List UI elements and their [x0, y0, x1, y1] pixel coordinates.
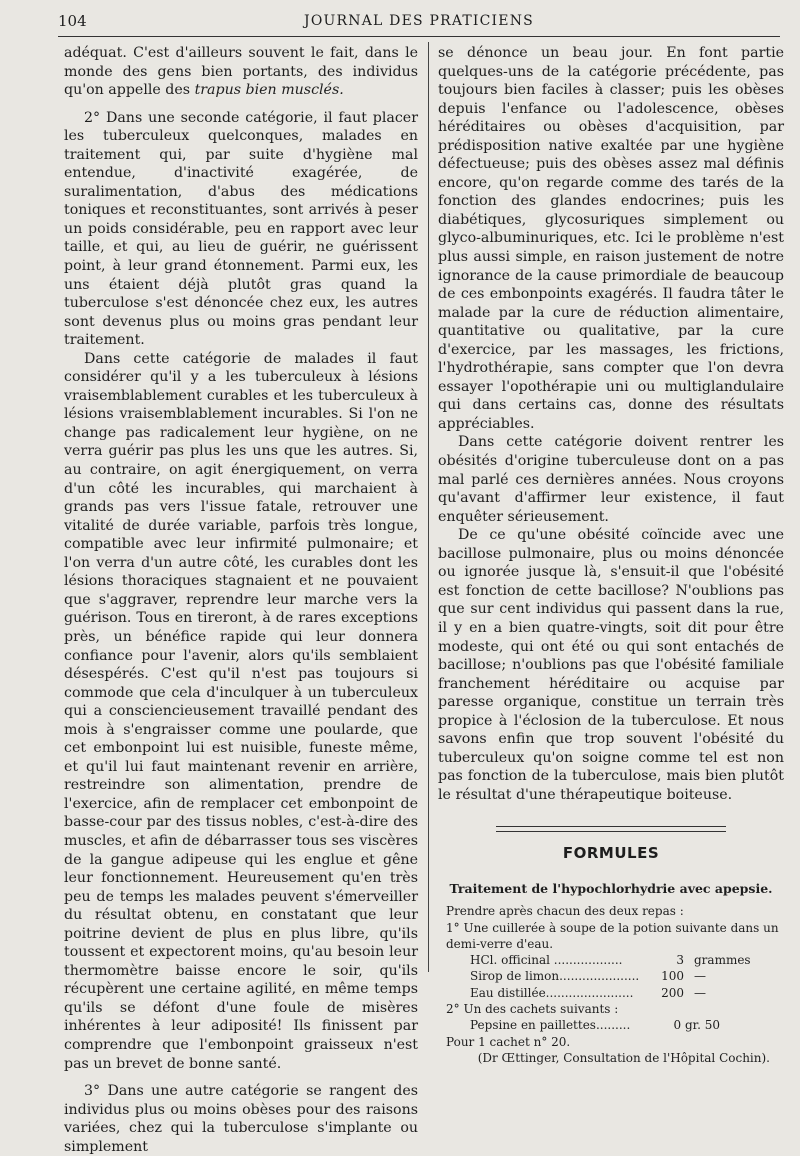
left-column: [64, 44, 418, 1156]
ingredient-row: [438, 1017, 784, 1033]
ingredient-name: Eau distillée.......................: [470, 985, 634, 1000]
italic-phrase: trapus bien musclés.: [194, 82, 344, 99]
formula-reference: (Dr Œttinger, Consultation de l'Hôpital Cochin).: [477, 1050, 770, 1065]
formules-heading: FORMULES: [562, 844, 660, 863]
formula-intro: Prendre après chacun des deux repas :: [446, 904, 684, 919]
page-number: 104: [58, 12, 87, 30]
ingredient-qty: 0 gr. 50: [673, 1018, 720, 1033]
journal-title: JOURNAL DES PRATICIENS: [304, 13, 534, 29]
paragraph: Dans cette catégorie de malades il faut considérer qu'il y a les tuberculeux à lésions vraisemblablement curables et les tuberculeux à lésions vraisemblablement incurables. Si l'on ne change pas radicalement leur hygiène, on ne verra guérir pas plus les uns que les autres. Si, au contraire, on agit énergiquement, on verra d'un côté les incurables, qui marchaient à grands pas vers l'issue fatale, retrouver une vitalité de durée variable, parfois très longue, compatible avec leur infirmité pulmonaire; et l'on verra d'un autre côté, les curables dont les lésions thoraciques stagnaient et ne pouvaient que s'aggraver, reprendre leur marche vers la guérison. Tous en tireront, à de rares exceptions près, un bénéfice rapide qui leur donnera confiance pour l'avenir, alors qu'ils semblaient désespérés. C'est qu'il n'est pas toujours si commode que cela d'inculquer à un tuberculeux qui a consciencieusement travaillé pendant des mois à s'engraisser comme une poularde, que cet embonpoint lui est nuisible, funeste même, et qu'il lui faut maintenant revenir en arrière, restreindre son alimentation, prendre de l'exercice, afin de remplacer cet embonpoint de basse-cour par des tissus nobles, c'est-à-dire des muscles, et afin de débarrasser tous ses viscères de la gangue adipeuse qui les englue et gêne leur fonctionnement. Heureusement qu'en très peu de temps les malades peuvent s'émerveiller du résultat obtenu, en constatant que leur poitrine devient de plus en plus libre, qu'ils toussent et expectorent moins, qu'au besoin leur thermomètre baisse encore le soir, qu'ils récupèrent une certaine agilité, en même temps qu'ils se défont d'une foule de misères inhérentes à leur adiposité! Ils finissent par comprendre que l'embonpoint graisseux n'est pas un brevet de bonne santé.: [64, 350, 418, 1072]
paragraph: De ce qu'une obésité coïncide avec une bacillose pulmonaire, plus ou moins dénoncée ou ignorée jusque là, s'ensuit-il que l'obésité est fonction de cette bacillose? N'oublions pas que sur cent individus qui passent dans la rue, il y en a bien quatre-vingts, soit dit pour être modeste, qui ont été ou qui sont entachés de bacillose; n'oublions pas que l'obésité familiale franchement héréditaire ou acquise par paresse organique, constitue un terrain très propice à l'éclosion de la tuberculose. Et nous savons enfin que trop souvent l'obésité du tuberculeux qu'on soigne comme tel est non pas fonction de la tuberculose, mais bien plutôt le résultat d'une thérapeutique boiteuse.: [438, 527, 784, 803]
paragraph: se dénonce un beau jour. En font partie quelques-uns de la catégorie précédente, pas toujours bien faciles à classer; puis les obèses depuis l'enfance ou l'adolescence, obèses héréditaires ou obèses d'acquisition, par prédisposition native exaltée par une hygiène défectueuse; puis des obèses assez mal définis encore, qu'on regarde comme des tarés de la fonction des glandes endocrines; puis les diabétiques, glycosuriques simplement ou glyco-albuminuriques, etc. Ici le problème n'est plus aussi simple, en raison justement de notre ignorance de la cause primordiale de beaucoup de ces embonpoints exagérés. Il faudra tâter le malade par la cure de réduction alimentaire, quantitative ou qualitative, par la cure d'exercice, par les massages, les frictions, l'hydrothérapie, sans compter que l'on devra essayer l'opothérapie uni ou multiglandulaire qui dans certains cas, donne des résultats appréciables.: [438, 45, 784, 432]
section-divider: [496, 826, 726, 832]
paragraph: 2° Dans une seconde catégorie, il faut placer les tuberculeux quelconques, malades en traitement qui, par suite d'hygiène mal entendue, d'inactivité exagérée, de suralimentation, d'abus des médications toniques et reconstituantes, sont arrivés à peser un poids considérable, peu en rapport avec leur taille, et qui, au lieu de guérir, ne guérissent point, à leur grand étonnement. Parmi eux, les uns étaient déjà plutôt gras quand la tuberculose s'est dénoncée chez eux, les autres sont devenus plus ou moins gras pendant leur traitement.: [64, 109, 418, 349]
formula-pour: Pour 1 cachet n° 20.: [446, 1034, 571, 1049]
header-rule: [58, 36, 780, 37]
paragraph: 3° Dans une autre catégorie se rangent des individus plus ou moins obèses pour des raisons variées, chez qui la tuberculose s'implante ou simplement: [64, 1083, 418, 1155]
column-divider: [428, 42, 429, 972]
paragraph: Dans cette catégorie doivent rentrer les obésités d'origine tuberculeuse dont on a pas mal parlé ces dernières années. Nous croyons qu'avant d'affirmer leur existence, il faut enquêter sérieusement.: [438, 434, 784, 525]
ingredient-row: [438, 968, 784, 984]
ingredient-qty: 3: [676, 953, 684, 968]
ingredient-name: Sirop de limon.....................: [470, 969, 640, 984]
paragraph: adéquat. C'est d'ailleurs souvent le fait, dans le monde des gens bien portants, des individus qu'on appelle des trapus bien musclés.: [64, 45, 418, 99]
formula-item: 1° Une cuillerée à soupe de la potion suivante dans un demi-verre d'eau.: [446, 920, 779, 951]
ingredient-name: HCl. officinal ..................: [470, 953, 623, 968]
formula-block: [438, 881, 784, 1066]
ingredient-name: Pepsine en paillettes.........: [470, 1018, 631, 1033]
ingredient-qty: 100: [661, 969, 684, 984]
ingredient-qty: 200: [661, 985, 684, 1000]
ingredient-unit: —: [694, 985, 706, 1000]
formula-title: Traitement de l'hypochlorhydrie avec apepsie.: [449, 880, 773, 896]
right-column: [438, 44, 784, 1066]
ingredient-unit: grammes: [694, 953, 751, 968]
ingredient-row: [438, 952, 784, 968]
ingredient-unit: —: [694, 969, 706, 984]
ingredient-row: [438, 985, 784, 1001]
formula-item: 2° Un des cachets suivants :: [446, 1002, 619, 1017]
page-header: [58, 10, 780, 32]
